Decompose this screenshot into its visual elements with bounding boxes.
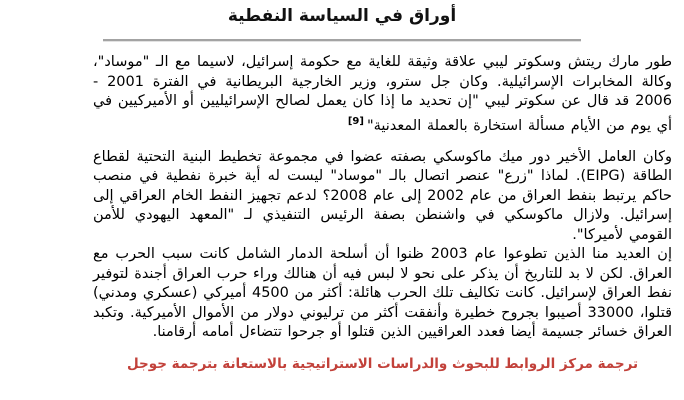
paragraph-3-text: إن العديد منا الذين تطوعوا عام 2003 ظنوا أن أسلحة الدمار الشامل كانت سبب الحرب مع العراق. لكن لا بد للتاريخ أن يذكر على نحو لا لبس فيه أن هنالك وراء حرب العراق أجندة لتوفير نفط العراق لإسرائيل. كانت تكاليف تلك الحرب هائلة: أكثر من 4500 أميركي (عسكري ومدني) قتلوا، 33000 أصيبوا بجروح خطيرة وأنفقت أكثر من ترليوني دولار من الأموال الأميركية. وتكبد العراق خسائر جسيمة أيضا فعدد العراقيين الذين قتلوا أو جرحوا تتضاءل أمامه أرقامنا. bbox=[93, 246, 673, 341]
body-paragraph-3 bbox=[93, 245, 672, 343]
paragraph-2-text: وكان العامل الأخير دور ميك ماكوسكي بصفته عضوا في مجموعة تخطيط البنية التحتية لقطاع الطاقة (EIPG). لماذا "زرع" عنصر اتصال بالـ "موساد" ليست له أية خبرة نفطية في منصب حاكم يرتبط بنفط العراق من عام 2002 إلى عام 2008؟ لدعم تجهيز النفط الخام العراقي إلى إسرائيل. ولازال ماكوسكي في واشنطن بصفة الرئيس التنفيذي لـ "المعهد اليهودي للأمن القومي لأميركا". bbox=[93, 148, 673, 243]
body-paragraph-1 bbox=[93, 53, 672, 136]
translation-credit: ترجمة مركز الروابط للبحوث والدراسات الاستراتيجية بالاستعانة بترجمة جوجل bbox=[126, 355, 639, 372]
body-paragraph-2 bbox=[93, 148, 672, 246]
title-divider bbox=[103, 39, 581, 42]
page-title: أوراق في السياسة النفطية bbox=[227, 6, 457, 26]
footnote-9-marker: [9] bbox=[347, 115, 364, 127]
paragraph-1-text: طور مارك ريتش وسكوتر ليبي علاقة وثيقة للغاية مع حكومة إسرائيل، لاسيما مع الـ "موساد"، وكالة المخابرات الإسرائيلية. وكان جل سترو، وزير الخارجية البريطانية في الفترة 2001 - 2006 قد قال عن سكوتر ليبي "إن تحديد ما إذا كان يعمل لصالح الإسرائيليين أو الأميركيين في أي يوم من الأيام مسألة استخارة بالعملة المعدنية" bbox=[93, 54, 672, 134]
document-body bbox=[93, 53, 672, 372]
